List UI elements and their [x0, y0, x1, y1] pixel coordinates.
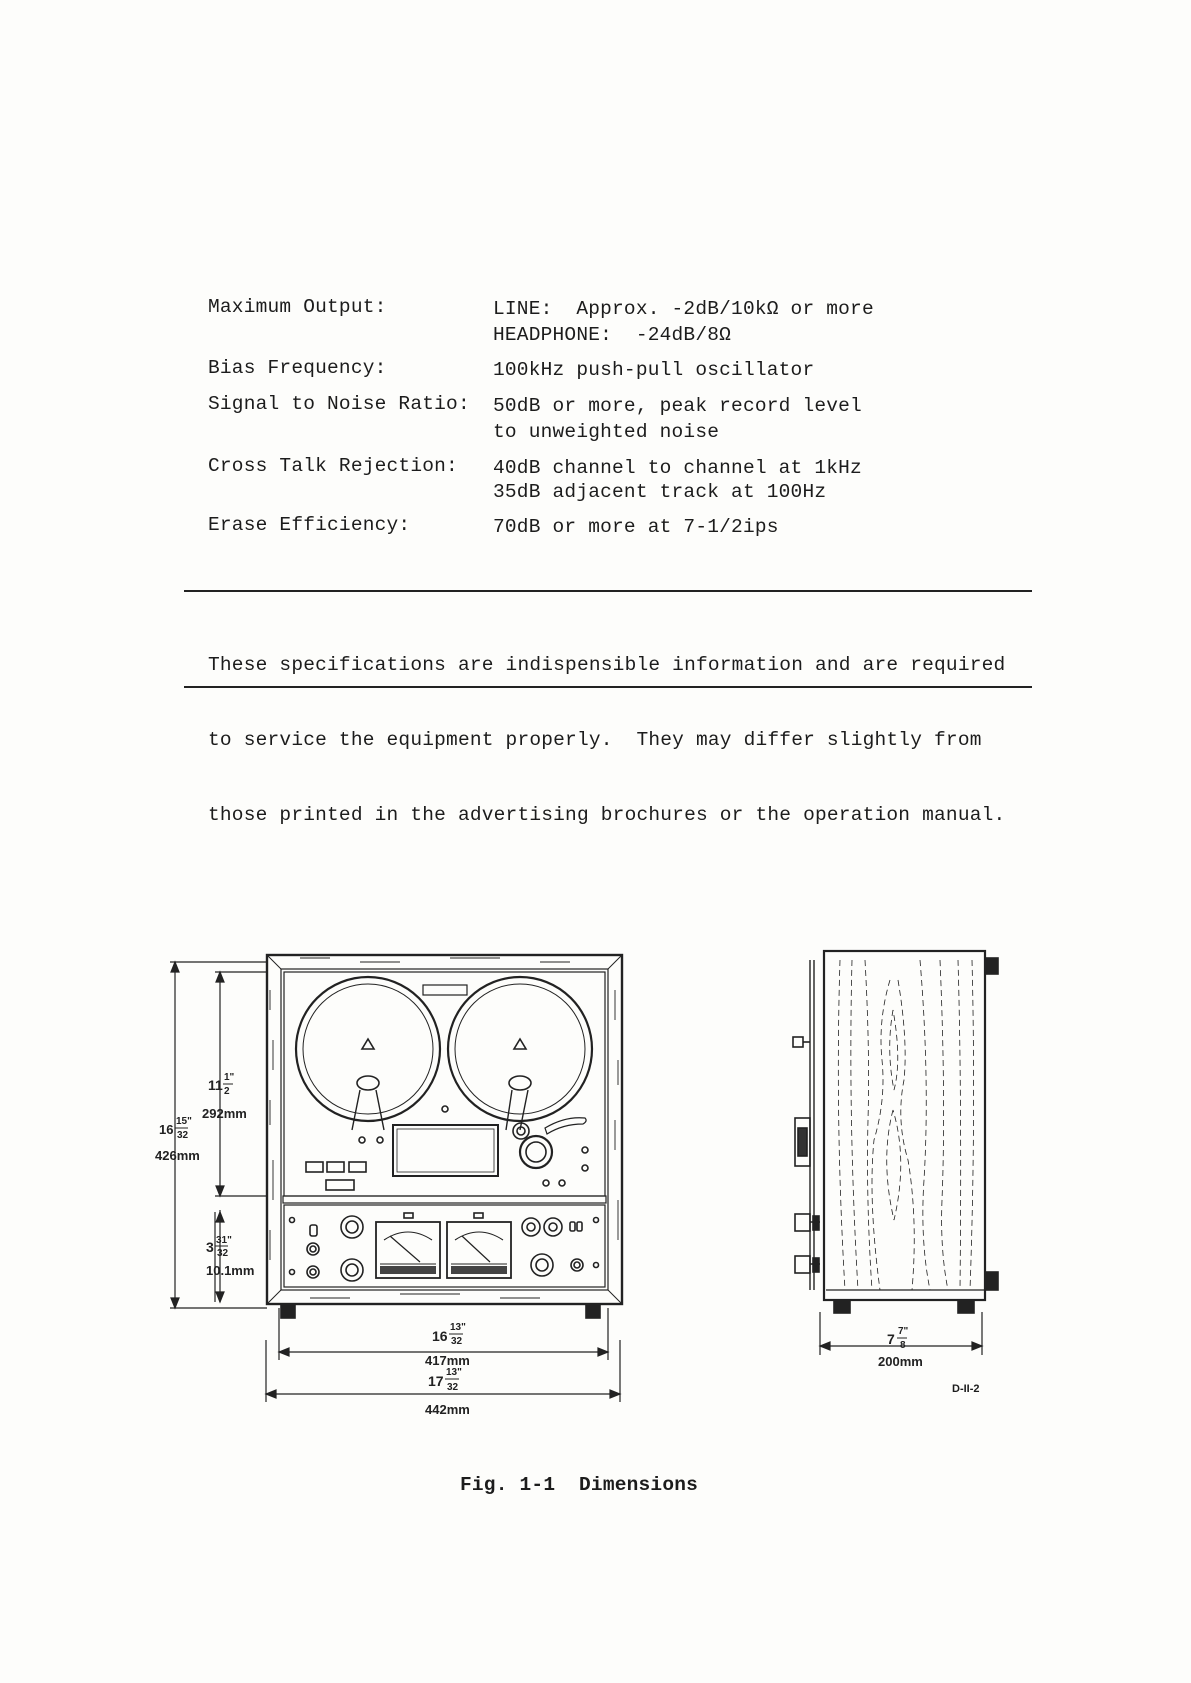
- front-view-drawing: [267, 955, 622, 1318]
- spec-value: 70dB or more at 7-1/2ips: [493, 516, 779, 538]
- total-height-frac-num: 15": [176, 1116, 192, 1127]
- spec-label: Maximum Output:: [208, 296, 387, 318]
- depth-whole: 7: [887, 1331, 895, 1347]
- inner-width-mm: 417mm: [425, 1353, 470, 1368]
- spec-label: Erase Efficiency:: [208, 514, 411, 536]
- inner-width-whole: 16: [432, 1328, 448, 1344]
- spec-label: Signal to Noise Ratio:: [208, 393, 470, 415]
- total-height-whole: 16: [159, 1122, 174, 1137]
- spec-value: to unweighted noise: [493, 421, 720, 443]
- spec-value: 40dB channel to channel at 1kHz: [493, 457, 862, 479]
- spec-value: 100kHz push-pull oscillator: [493, 359, 815, 381]
- outer-width-frac-num: 13": [446, 1367, 462, 1378]
- figure-caption: Fig. 1-1 Dimensions: [460, 1474, 699, 1496]
- side-view-drawing: [793, 951, 998, 1313]
- front-dimension-lines: [170, 962, 982, 1402]
- depth-mm: 200mm: [878, 1354, 923, 1369]
- spec-label: Bias Frequency:: [208, 357, 387, 379]
- outer-width-frac-den: 32: [447, 1382, 459, 1393]
- inner-width-frac-den: 32: [451, 1336, 463, 1347]
- spec-value: 35dB adjacent track at 100Hz: [493, 481, 827, 503]
- outer-width-whole: 17: [428, 1373, 444, 1389]
- lower-height-frac-den: 32: [217, 1248, 229, 1259]
- notice-line: These specifications are indispensible information and are required: [208, 654, 1006, 676]
- upper-height-frac-den: 2: [224, 1086, 230, 1097]
- inner-width-frac-num: 13": [450, 1322, 466, 1333]
- outer-width-mm: 442mm: [425, 1402, 470, 1417]
- spec-value: HEADPHONE: -24dB/8Ω: [493, 324, 732, 346]
- lower-height-whole: 3: [206, 1239, 214, 1255]
- drawing-code: D-II-2: [952, 1383, 980, 1395]
- notice-line: those printed in the advertising brochures or the operation manual.: [208, 804, 1006, 826]
- total-height-frac-den: 32: [177, 1130, 189, 1141]
- spec-value: 50dB or more, peak record level: [493, 395, 862, 417]
- spec-label: Cross Talk Rejection:: [208, 455, 458, 477]
- total-height-mm: 426mm: [155, 1148, 200, 1163]
- depth-frac-den: 8: [900, 1340, 906, 1351]
- upper-height-frac-num: 1": [224, 1072, 235, 1083]
- lower-height-mm: 10.1mm: [206, 1263, 255, 1278]
- notice-line: to service the equipment properly. They may differ slightly from: [208, 729, 982, 751]
- depth-frac-num: 7": [898, 1326, 909, 1337]
- spec-value: LINE: Approx. -2dB/10kΩ or more: [493, 298, 874, 320]
- upper-height-whole: 11: [208, 1077, 223, 1093]
- upper-height-mm: 292mm: [202, 1106, 247, 1121]
- lower-height-frac-num: 31": [216, 1235, 232, 1246]
